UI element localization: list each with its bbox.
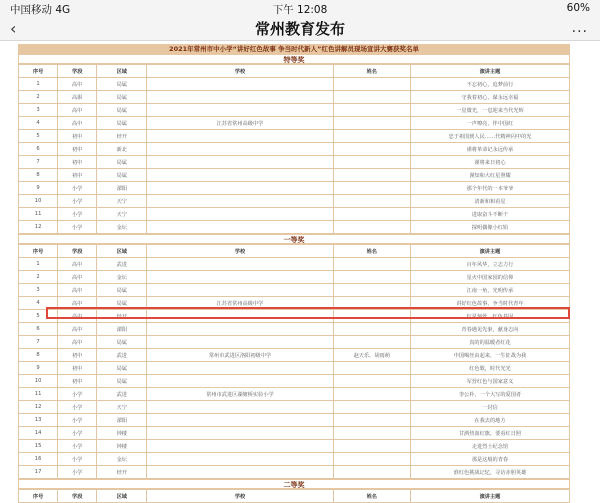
table-cell: 3 <box>19 284 58 297</box>
table-cell: 守我着初心，谋永远幸福 <box>410 91 569 104</box>
section-heading: 特等奖 <box>18 54 570 64</box>
table-cell: 武进 <box>97 258 147 271</box>
table-cell: 高中 <box>58 78 97 91</box>
column-header: 区域 <box>97 490 147 503</box>
table-cell <box>333 284 410 297</box>
column-header: 演讲主题 <box>410 245 569 258</box>
table-row <box>19 130 570 143</box>
table-cell <box>147 195 333 208</box>
table-row <box>19 375 570 388</box>
table-cell: 钟楼 <box>97 427 147 440</box>
column-header: 区域 <box>97 65 147 78</box>
table-cell: 高中 <box>58 323 97 336</box>
table-cell <box>333 362 410 375</box>
table-cell: 溧阳 <box>97 414 147 427</box>
table-cell: 经开 <box>97 130 147 143</box>
table-cell: 讲好红色故事，争当时代青年 <box>410 297 569 310</box>
table-cell <box>147 427 333 440</box>
award-document <box>18 44 570 500</box>
table-cell: 李公朴，一个大写的爱国者 <box>410 388 569 401</box>
table-cell <box>333 221 410 234</box>
table-cell: 不忘初心，追梦前行 <box>410 78 569 91</box>
column-header: 区域 <box>97 245 147 258</box>
table-cell <box>333 271 410 284</box>
table-cell: 5 <box>19 310 58 323</box>
table-cell: 局属 <box>97 117 147 130</box>
table-cell: 局属 <box>97 362 147 375</box>
table-cell: 小学 <box>58 208 97 221</box>
table-cell <box>333 414 410 427</box>
table-cell: 局属 <box>97 156 147 169</box>
table-row <box>19 143 570 156</box>
table-cell <box>147 362 333 375</box>
column-header: 姓名 <box>333 490 410 503</box>
table-cell: 高中 <box>58 284 97 297</box>
table-cell: 局属 <box>97 104 147 117</box>
table-cell: 谨将来日初心 <box>410 156 569 169</box>
table-cell: 高中 <box>58 297 97 310</box>
table-row <box>19 336 570 349</box>
table-cell: 星火中国家园的信仰 <box>410 271 569 284</box>
table-row <box>19 440 570 453</box>
table-cell: 新北 <box>97 143 147 156</box>
table-row <box>19 401 570 414</box>
table-cell: 进取奋斗不断干 <box>410 208 569 221</box>
column-header: 姓名 <box>333 65 410 78</box>
table-cell: 忠于祖国到人民……代精神闪中的光 <box>410 130 569 143</box>
table-cell: 一星微光，一息迎来当代光辉 <box>410 104 569 117</box>
table-row <box>19 78 570 91</box>
table-cell: 6 <box>19 143 58 156</box>
table-cell: 小学 <box>58 195 97 208</box>
column-header: 学校 <box>147 490 333 503</box>
table-cell: 天宁 <box>97 401 147 414</box>
table-cell: 江苏省常州高级中学 <box>147 117 333 130</box>
table-cell: 高中 <box>58 258 97 271</box>
table-cell <box>333 323 410 336</box>
table-cell: 谁红色挑战记忆，寻访赤胆英雄 <box>410 466 569 479</box>
table-cell: 溧阳 <box>97 182 147 195</box>
table-cell: 局属 <box>97 78 147 91</box>
table-cell: 天宁 <box>97 195 147 208</box>
table-cell <box>147 78 333 91</box>
table-cell: 初中 <box>58 349 97 362</box>
table-cell: 走进烈士纪念馆 <box>410 440 569 453</box>
table-cell <box>147 104 333 117</box>
table-row <box>19 466 570 479</box>
table-cell: 15 <box>19 440 58 453</box>
table-cell: 初中 <box>58 143 97 156</box>
table-row <box>19 195 570 208</box>
table-cell <box>333 91 410 104</box>
table-cell: 那是这般的青春 <box>410 453 569 466</box>
table-cell: 金坛 <box>97 271 147 284</box>
award-table <box>18 489 570 503</box>
table-cell <box>333 143 410 156</box>
column-header: 演讲主题 <box>410 490 569 503</box>
table-cell: 那个年代的一本爷爷 <box>410 182 569 195</box>
table-cell: 赵天乐、胡雨萌 <box>333 349 410 362</box>
table-row <box>19 427 570 440</box>
table-cell: 中国喝丝由起来，一生征战为我 <box>410 349 569 362</box>
carrier-label: 中国移动 4G <box>10 4 71 16</box>
table-row <box>19 104 570 117</box>
table-cell: 局属 <box>97 91 147 104</box>
table-cell: 4 <box>19 297 58 310</box>
table-cell: 小学 <box>58 221 97 234</box>
table-cell: 8 <box>19 349 58 362</box>
column-header: 姓名 <box>333 245 410 258</box>
table-cell: 初中 <box>58 169 97 182</box>
table-row <box>19 388 570 401</box>
table-cell <box>147 453 333 466</box>
table-cell: 小学 <box>58 401 97 414</box>
table-row <box>19 362 570 375</box>
table-cell: 局属 <box>97 284 147 297</box>
table-cell: 11 <box>19 208 58 221</box>
document-title: 2021年常州市中小学“讲好红色故事 争当时代新人”红色讲解员现场宣讲大赛获奖名单 <box>18 44 570 54</box>
table-cell: 小学 <box>58 182 97 195</box>
table-cell: 初中 <box>58 156 97 169</box>
table-cell: 谨将革命记永远传承 <box>410 143 569 156</box>
table-row <box>19 169 570 182</box>
table-cell <box>147 91 333 104</box>
table-cell: 1 <box>19 78 58 91</box>
column-header: 学校 <box>147 65 333 78</box>
table-cell: 9 <box>19 182 58 195</box>
table-cell: 经开 <box>97 466 147 479</box>
table-cell: 金坛 <box>97 221 147 234</box>
table-cell <box>333 466 410 479</box>
table-cell: 局属 <box>97 297 147 310</box>
table-cell <box>147 143 333 156</box>
table-row <box>19 221 570 234</box>
table-cell <box>147 440 333 453</box>
table-cell: 12 <box>19 401 58 414</box>
table-cell <box>333 156 410 169</box>
table-cell: 在我去的地方 <box>410 414 569 427</box>
column-header: 学校 <box>147 245 333 258</box>
table-cell <box>333 336 410 349</box>
table-cell: 5 <box>19 130 58 143</box>
table-cell: 8 <box>19 169 58 182</box>
table-cell: 高中 <box>58 310 97 323</box>
table-header-row <box>19 245 570 258</box>
table-cell <box>147 208 333 221</box>
table-row <box>19 323 570 336</box>
table-cell: 探明偶像小红铅 <box>410 221 569 234</box>
table-cell <box>147 169 333 182</box>
table-cell: 钟楼 <box>97 440 147 453</box>
table-cell <box>333 208 410 221</box>
status-bar <box>0 0 600 18</box>
award-table <box>18 244 570 479</box>
table-cell: 红星刻骨，红色基因 <box>410 310 569 323</box>
table-row <box>19 156 570 169</box>
table-cell: 常州市武进区湖塘桥实验小学 <box>147 388 333 401</box>
award-table <box>18 64 570 234</box>
table-cell <box>333 78 410 91</box>
table-cell <box>147 401 333 414</box>
table-cell: 高中 <box>58 336 97 349</box>
column-header: 序号 <box>19 245 58 258</box>
table-cell: 4 <box>19 117 58 130</box>
table-cell: 红色歌，时代光光 <box>410 362 569 375</box>
table-cell: 10 <box>19 195 58 208</box>
table-cell: 12 <box>19 221 58 234</box>
page-title: 常州教育发布 <box>254 20 345 38</box>
table-cell: 谨知和大红星照耀 <box>410 169 569 182</box>
table-cell: 清新和和看星 <box>410 195 569 208</box>
table-row <box>19 258 570 271</box>
table-cell <box>333 258 410 271</box>
table-header-row <box>19 490 570 503</box>
table-cell: 11 <box>19 388 58 401</box>
table-cell: 高中 <box>58 117 97 130</box>
table-cell: 17 <box>19 466 58 479</box>
table-cell <box>333 182 410 195</box>
table-cell: 真的的温暖者红花 <box>410 336 569 349</box>
table-row <box>19 414 570 427</box>
table-row <box>19 349 570 362</box>
table-cell <box>333 104 410 117</box>
table-cell: 溧阳 <box>97 323 147 336</box>
table-cell: 小学 <box>58 440 97 453</box>
table-cell <box>333 195 410 208</box>
table-row <box>19 91 570 104</box>
table-cell: 小学 <box>58 453 97 466</box>
table-cell <box>147 466 333 479</box>
table-header-row <box>19 65 570 78</box>
highlight-box <box>46 307 570 319</box>
table-row <box>19 182 570 195</box>
table-cell: 13 <box>19 414 58 427</box>
table-cell: 一封信 <box>410 401 569 414</box>
nav-bar <box>0 18 600 41</box>
table-cell: 局属 <box>97 169 147 182</box>
table-cell: 7 <box>19 336 58 349</box>
table-cell: 甘洒热血红旗，要看红日照 <box>410 427 569 440</box>
table-cell <box>333 453 410 466</box>
table-cell <box>333 388 410 401</box>
table-cell <box>147 221 333 234</box>
table-cell: 小学 <box>58 466 97 479</box>
table-cell: 初中 <box>58 362 97 375</box>
table-cell: 2 <box>19 91 58 104</box>
table-cell: 一声嘹亮，伴中国红 <box>410 117 569 130</box>
table-cell: 10 <box>19 375 58 388</box>
table-cell: 初中 <box>58 375 97 388</box>
table-cell <box>147 336 333 349</box>
table-cell: 百年风华，立志力行 <box>410 258 569 271</box>
column-header: 学段 <box>58 65 97 78</box>
column-header: 序号 <box>19 65 58 78</box>
back-icon[interactable]: ‹ <box>10 19 17 38</box>
table-row <box>19 453 570 466</box>
table-cell <box>147 182 333 195</box>
table-cell: 武进 <box>97 349 147 362</box>
table-cell: 小学 <box>58 388 97 401</box>
column-header: 学段 <box>58 490 97 503</box>
more-icon[interactable]: ... <box>571 20 588 36</box>
table-cell: 14 <box>19 427 58 440</box>
table-cell <box>333 169 410 182</box>
table-row <box>19 271 570 284</box>
table-cell: 常州市武进区洛阳初级中学 <box>147 349 333 362</box>
table-cell <box>147 130 333 143</box>
table-cell <box>147 156 333 169</box>
table-cell <box>333 130 410 143</box>
table-cell: 小学 <box>58 427 97 440</box>
table-cell <box>333 375 410 388</box>
table-cell: 江苏省常州高级中学 <box>147 297 333 310</box>
table-cell: 军营红色与国家意义 <box>410 375 569 388</box>
table-row <box>19 117 570 130</box>
table-cell <box>333 427 410 440</box>
table-cell <box>333 401 410 414</box>
table-cell: 小学 <box>58 414 97 427</box>
table-cell: 武进 <box>97 388 147 401</box>
section-heading: 二等奖 <box>18 479 570 489</box>
table-cell <box>147 414 333 427</box>
column-header: 序号 <box>19 490 58 503</box>
table-cell: 1 <box>19 258 58 271</box>
column-header: 学段 <box>58 245 97 258</box>
table-cell <box>147 271 333 284</box>
table-cell: 7 <box>19 156 58 169</box>
table-cell: 局属 <box>97 336 147 349</box>
table-row <box>19 208 570 221</box>
table-cell <box>147 284 333 297</box>
table-cell: 江南一角，光明传承 <box>410 284 569 297</box>
column-header: 演讲主题 <box>410 65 569 78</box>
table-cell: 16 <box>19 453 58 466</box>
table-row <box>19 284 570 297</box>
section-heading: 一等奖 <box>18 234 570 244</box>
table-cell: 经开 <box>97 310 147 323</box>
table-cell: 9 <box>19 362 58 375</box>
table-cell <box>333 440 410 453</box>
table-cell <box>147 258 333 271</box>
battery-label: 60% <box>566 2 590 14</box>
table-cell: 高职 <box>58 91 97 104</box>
table-cell: 天宁 <box>97 208 147 221</box>
clock: 下午 12:08 <box>272 4 328 16</box>
table-cell <box>147 375 333 388</box>
table-cell: 2 <box>19 271 58 284</box>
table-cell <box>333 117 410 130</box>
table-cell <box>147 323 333 336</box>
table-cell: 初中 <box>58 130 97 143</box>
table-cell: 6 <box>19 323 58 336</box>
table-cell: 局属 <box>97 375 147 388</box>
table-cell: 高中 <box>58 104 97 117</box>
table-cell: 3 <box>19 104 58 117</box>
table-cell: 高中 <box>58 271 97 284</box>
table-cell: 青春遇见先驱，献身志向 <box>410 323 569 336</box>
table-cell: 金坛 <box>97 453 147 466</box>
